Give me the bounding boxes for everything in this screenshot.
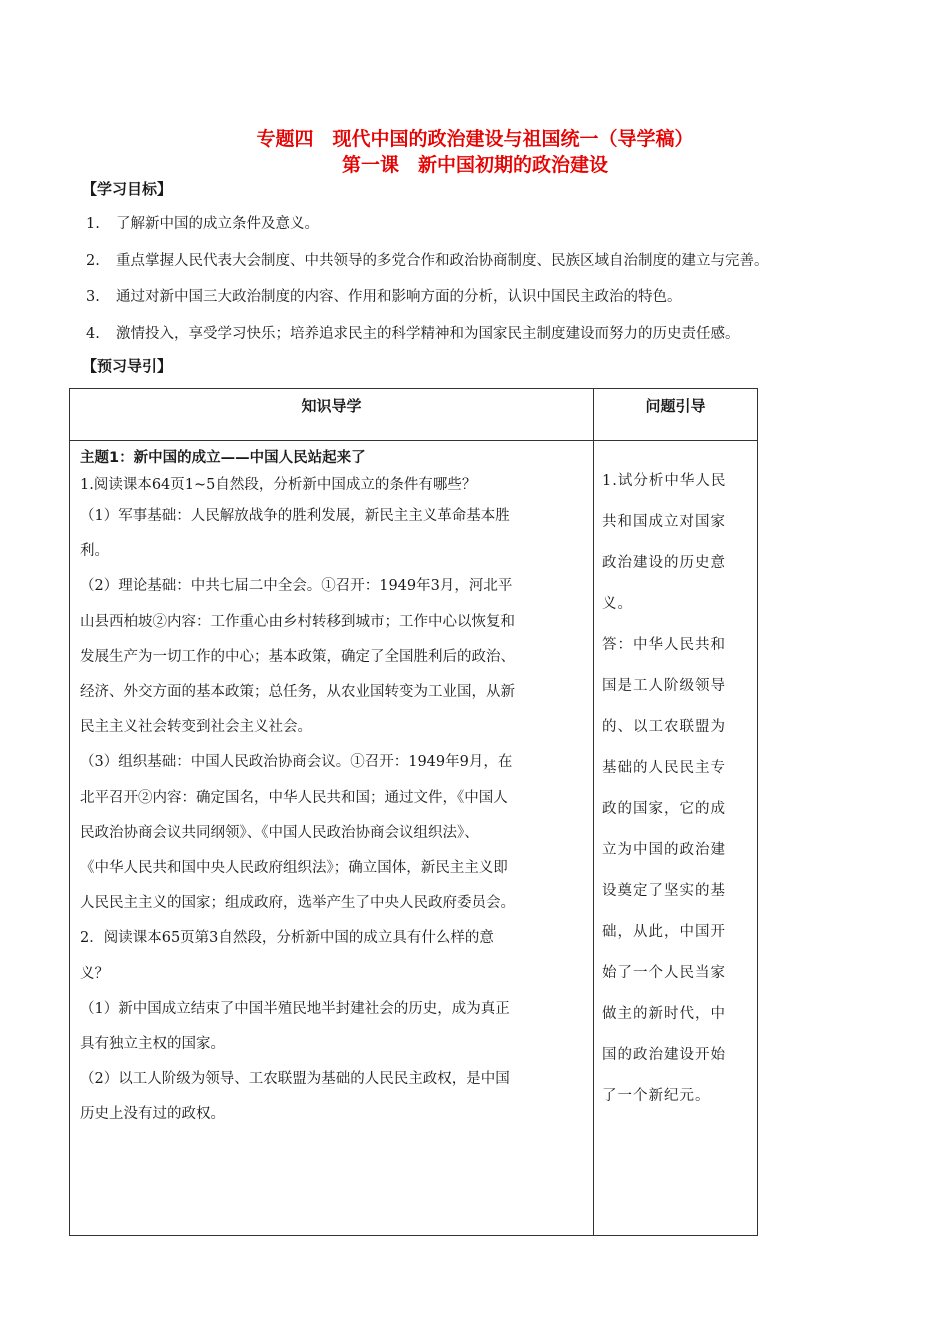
objective-text: 激情投入，享受学习快乐；培养追求民主的科学精神和为国家民主制度建设而努力的历史责任感。 [116, 325, 740, 342]
answer-line: 做主的新时代，中 [602, 1006, 726, 1022]
objective-item [86, 322, 906, 359]
content-line: 民主主义社会转变到社会主义社会。 [80, 719, 312, 736]
content-line: 2．阅读课本65页第3自然段，分析新中国的成立具有什么样的意 [80, 930, 494, 947]
question-line: 1.试分析中华人民 [602, 473, 727, 489]
content-line: （2）理论基础：中共七届二中全会。①召开：1949年3月，河北平 [80, 578, 513, 595]
answer-line: 国是工人阶级领导 [602, 678, 726, 694]
answer-line: 设奠定了坚实的基 [602, 883, 726, 899]
objective-item [86, 285, 906, 322]
answer-line: 了一个新纪元。 [602, 1088, 711, 1104]
content-line: 山县西柏坡②内容：工作重心由乡村转移到城市；工作中心以恢复和 [80, 613, 515, 630]
lesson-title: 第一课 新中国初期的政治建设 [341, 154, 608, 176]
content-line: 义？ [80, 965, 109, 982]
content-line: 经济、外交方面的基本政策；总任务，从农业国转变为工业国，从新 [80, 684, 515, 701]
answer-line: 础，从此，中国开 [602, 924, 726, 940]
knowledge-cell [70, 441, 594, 1236]
preview-table [69, 388, 758, 1236]
objective-text: 通过对新中国三大政治制度的内容、作用和影响方面的分析，认识中国民主政治的特色。 [116, 289, 682, 305]
content-line: （1）新中国成立结束了中国半殖民地半封建社会的历史，成为真正 [80, 1000, 510, 1017]
objective-text: 了解新中国的成立条件及意义。 [116, 216, 319, 232]
objective-number: 4. [86, 325, 100, 342]
objectives-heading: 【学习目标】 [82, 180, 173, 198]
answer-line: 基础的人民民主专 [602, 760, 726, 776]
question-line: 政治建设的历史意 [602, 555, 726, 571]
content-line: 1.阅读课本64页1~5自然段，分析新中国成立的条件有哪些？ [80, 477, 477, 493]
content-line: （1）军事基础：人民解放战争的胜利发展，新民主主义革命基本胜 [80, 508, 510, 524]
answer-line: 答：中华人民共和 [602, 637, 726, 653]
answer-line: 始了一个人民当家 [602, 965, 726, 981]
content-line: 北平召开②内容：确定国名，中华人民共和国；通过文件，《中国人 [80, 789, 508, 806]
answer-line: 立为中国的政治建 [602, 842, 726, 858]
content-line: 利。 [80, 543, 109, 560]
content-line: （3）组织基础：中国人民政治协商会议。①召开：1949年9月，在 [80, 754, 513, 771]
content-line: 历史上没有过的政权。 [80, 1106, 225, 1123]
content-line: 《中华人民共和国中央人民政府组织法》；确立国体，新民主主义即 [80, 860, 508, 877]
objectives-list [86, 212, 906, 358]
column-header-knowledge: 知识导学 [70, 389, 594, 441]
content-line: （2）以工人阶级为领导、工农联盟为基础的人民民主政权，是中国 [80, 1071, 510, 1088]
content-line: 发展生产为一切工作的中心；基本政策，确定了全国胜利后的政治、 [80, 648, 515, 665]
objective-text: 重点掌握人民代表大会制度、中共领导的多党合作和政治协商制度、民族区域自治制度的建立与完善。 [116, 252, 769, 269]
question-block [602, 445, 751, 1117]
question-line: 共和国成立对国家 [602, 514, 726, 530]
answer-line: 政的国家，它的成 [602, 801, 726, 817]
table-header-row [70, 389, 758, 441]
content-line: 民政治协商会议共同纲领》、《中国人民政治协商会议组织法》、 [80, 824, 479, 841]
objective-number: 1. [86, 216, 100, 232]
question-cell [594, 441, 758, 1236]
topic-title: 主题1：新中国的成立——中国人民站起来了 [80, 450, 366, 466]
objective-number: 2. [86, 252, 100, 269]
answer-line: 的、以工农联盟为 [602, 719, 726, 735]
document-title: 专题四 现代中国的政治建设与祖国统一（导学稿） [256, 128, 694, 150]
column-header-questions: 问题引导 [594, 389, 758, 441]
content-line: 人民民主主义的国家；组成政府，选举产生了中央人民政府委员会。 [80, 895, 515, 912]
preview-heading: 【预习导引】 [82, 357, 173, 375]
content-line: 具有独立主权的国家。 [80, 1036, 225, 1053]
table-row [70, 441, 758, 1236]
objective-number: 3. [86, 289, 100, 305]
objective-item [86, 212, 906, 249]
answer-line: 国的政治建设开始 [602, 1047, 726, 1063]
objective-item [86, 249, 906, 286]
question-line: 义。 [602, 596, 633, 612]
